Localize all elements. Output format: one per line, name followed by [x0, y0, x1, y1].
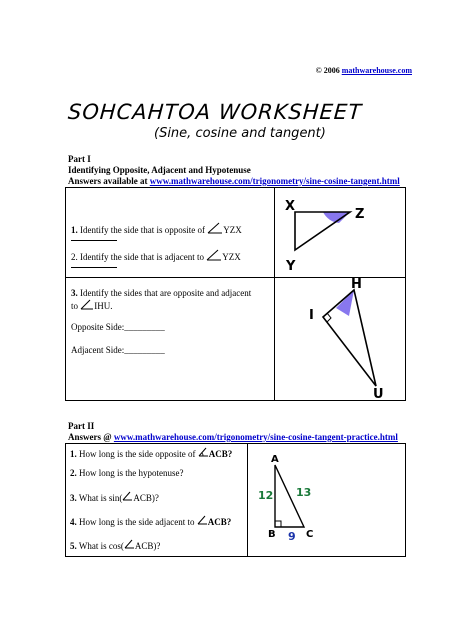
right-angle-marker: [275, 521, 281, 527]
triangle-ihu-diagram: [275, 278, 406, 401]
part2-table: [65, 443, 406, 557]
adjacent-side-label: Adjacent Side:_________: [71, 345, 165, 355]
part1-q3-text-a: Identify the sides that are opposite and adjacent: [77, 288, 252, 298]
part2-q5-num: 5.: [70, 541, 77, 551]
part1-heading: Identifying Opposite, Adjacent and Hypotenuse: [68, 165, 251, 175]
part2-answers-prefix: Answers @: [68, 432, 114, 442]
part1-q1-text: Identify the side that is opposite of: [77, 225, 208, 235]
copyright-line: [316, 66, 412, 75]
part2-q3-angle: ACB)?: [133, 493, 159, 503]
angle-icon: [124, 539, 135, 549]
vertex-c-label: C: [306, 529, 314, 540]
side-bc-label: 9: [288, 530, 297, 543]
part2-q2: [70, 468, 183, 479]
part1-q3-angle: IHU.: [94, 301, 113, 311]
angle-icon: [80, 299, 94, 310]
part2-q3-num: 3.: [70, 493, 77, 503]
part1-table: [65, 187, 406, 401]
part2-q4-text: How long is the side adjacent to: [76, 517, 197, 527]
angle-icon: [197, 515, 208, 525]
part1-q3-text-b: to: [71, 301, 81, 311]
part1-q1-num: 1.: [71, 225, 78, 235]
vertex-i-label: I: [309, 308, 314, 323]
part2-q4-angle: ACB?: [207, 517, 232, 527]
part1-answers-prefix: Answers available at: [68, 176, 150, 186]
part1-q3: [71, 288, 251, 299]
vertex-y-label: Y: [286, 259, 296, 274]
angle-icon: [198, 447, 209, 457]
side-ab-label: 12: [258, 489, 274, 502]
copyright-text: © 2006: [315, 66, 342, 75]
part2-q2-text: How long is the hypotenuse?: [76, 468, 184, 478]
part2-triangle-cell: [248, 444, 406, 557]
part1-q3-cell: [66, 278, 275, 401]
part2-q4-num: 4.: [70, 517, 77, 527]
part2-q1-num: 1.: [70, 449, 77, 459]
part1-q2-answer-line: [71, 259, 117, 271]
part1-q2-text: 2. Identify the side that is adjacent to: [71, 252, 207, 262]
vertex-b-label: B: [268, 529, 276, 540]
part1-q1-angle: YZX: [223, 225, 242, 235]
part2-label: Part II: [68, 421, 95, 431]
opposite-side-label: Opposite Side:_________: [71, 322, 165, 332]
triangle-abc-diagram: [248, 444, 406, 556]
part2-q1-text: How long is the side opposite of: [76, 449, 198, 459]
angle-icon: [206, 249, 222, 261]
worksheet-title: SOHCAHTOA WORKSHEET: [67, 100, 363, 124]
right-angle-marker: [327, 313, 331, 322]
part1-answers-link[interactable]: www.mathwarehouse.com/trigonometry/sine-cosine-tangent.html: [149, 176, 400, 186]
vertex-x-label: X: [285, 199, 296, 214]
part2-q5: [70, 539, 160, 552]
worksheet-subtitle: (Sine, cosine and tangent): [154, 126, 326, 141]
side-ac-label: 13: [296, 486, 312, 499]
part2-q3: [70, 491, 159, 504]
vertex-a-label: A: [271, 454, 280, 465]
part2-q4: [70, 515, 231, 528]
vertex-h-label: H: [351, 278, 363, 292]
vertex-u-label: U: [373, 387, 384, 401]
part2-q5-text: What is cos(: [76, 541, 124, 551]
part2-q3-text: What is sin(: [76, 493, 123, 503]
part2-q1-angle: ACB?: [208, 449, 233, 459]
part2-q1: [70, 447, 232, 460]
part2-answers: [68, 432, 398, 442]
triangle-xyz: [295, 212, 350, 250]
part1-q2-angle: YZX: [222, 252, 241, 262]
part1-q3-line2: [71, 299, 113, 312]
angle-icon: [207, 222, 223, 234]
part1-q12-cell: [66, 188, 275, 278]
angle-icon: [122, 491, 133, 501]
part1-answers: [68, 176, 400, 186]
part1-q1-answer-line: [71, 232, 117, 244]
part1-triangle1-cell: [275, 188, 406, 278]
triangle-xyz-diagram: [275, 188, 406, 278]
copyright-link[interactable]: mathwarehouse.com: [341, 66, 412, 75]
part1-q3-num: 3.: [71, 288, 78, 298]
part2-questions-cell: [66, 444, 248, 557]
part1-label: Part I: [68, 154, 91, 164]
part2-answers-link[interactable]: www.mathwarehouse.com/trigonometry/sine-cosine-tangent-practice.html: [113, 432, 398, 442]
part1-triangle2-cell: [275, 278, 406, 401]
vertex-z-label: Z: [355, 207, 365, 222]
part2-q5-angle: ACB)?: [134, 541, 161, 551]
part2-q2-num: 2.: [70, 468, 77, 478]
